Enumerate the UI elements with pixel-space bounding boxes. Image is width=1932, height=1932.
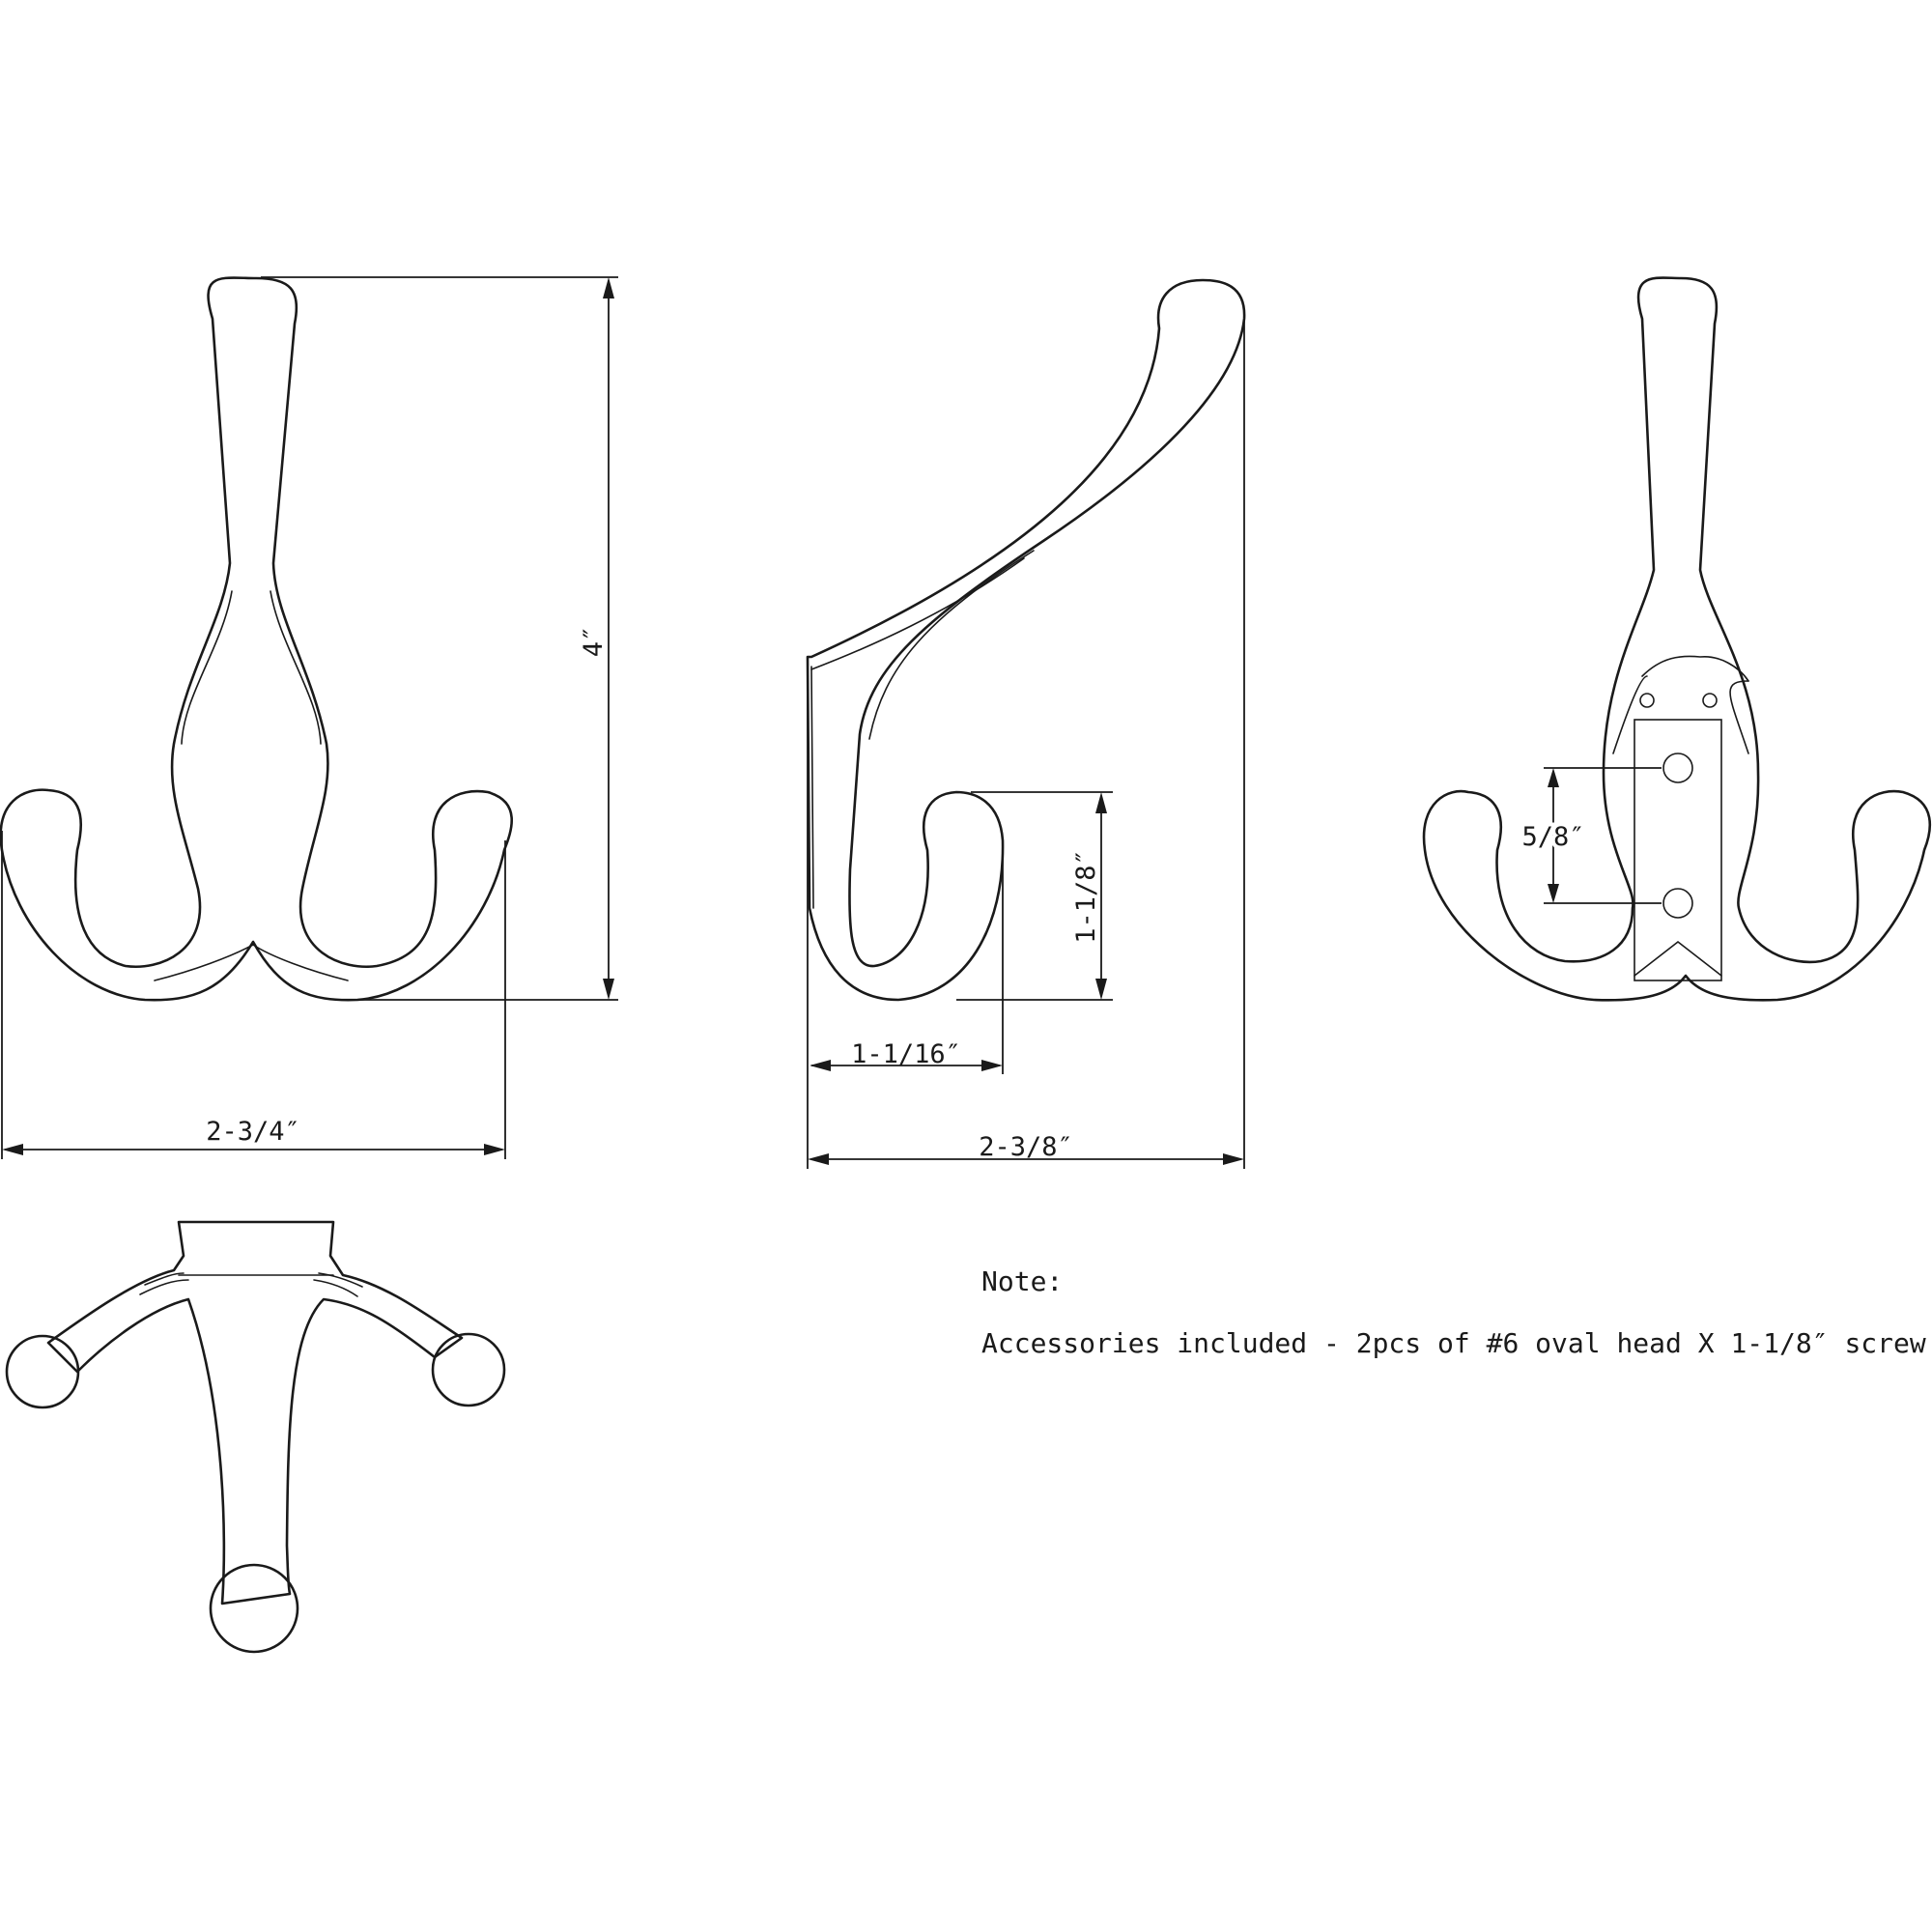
top-view — [7, 1222, 504, 1652]
front-view — [1, 278, 512, 1001]
back-screw-spacing-label: 5/8″ — [1521, 822, 1585, 852]
side-view — [808, 280, 1244, 1000]
note-text: Accessories included - 2pcs of #6 oval head X 1-1/8″ screw — [981, 1327, 1926, 1359]
side-hook-height-label: 1-1/8″ — [1071, 849, 1101, 944]
side-hook-height-dimension — [956, 792, 1113, 1000]
front-height-label: 4″ — [579, 625, 609, 658]
front-height-dimension — [261, 277, 618, 1000]
side-hook-depth-label: 1-1/16″ — [851, 1039, 961, 1069]
back-view — [1424, 278, 1930, 1001]
note-title: Note: — [981, 1265, 1064, 1297]
back-screw-spacing-dimension — [1521, 768, 1662, 903]
front-width-label: 2-3/4″ — [206, 1117, 300, 1147]
front-width-dimension — [2, 831, 505, 1159]
side-depth-label: 2-3/8″ — [979, 1132, 1073, 1162]
